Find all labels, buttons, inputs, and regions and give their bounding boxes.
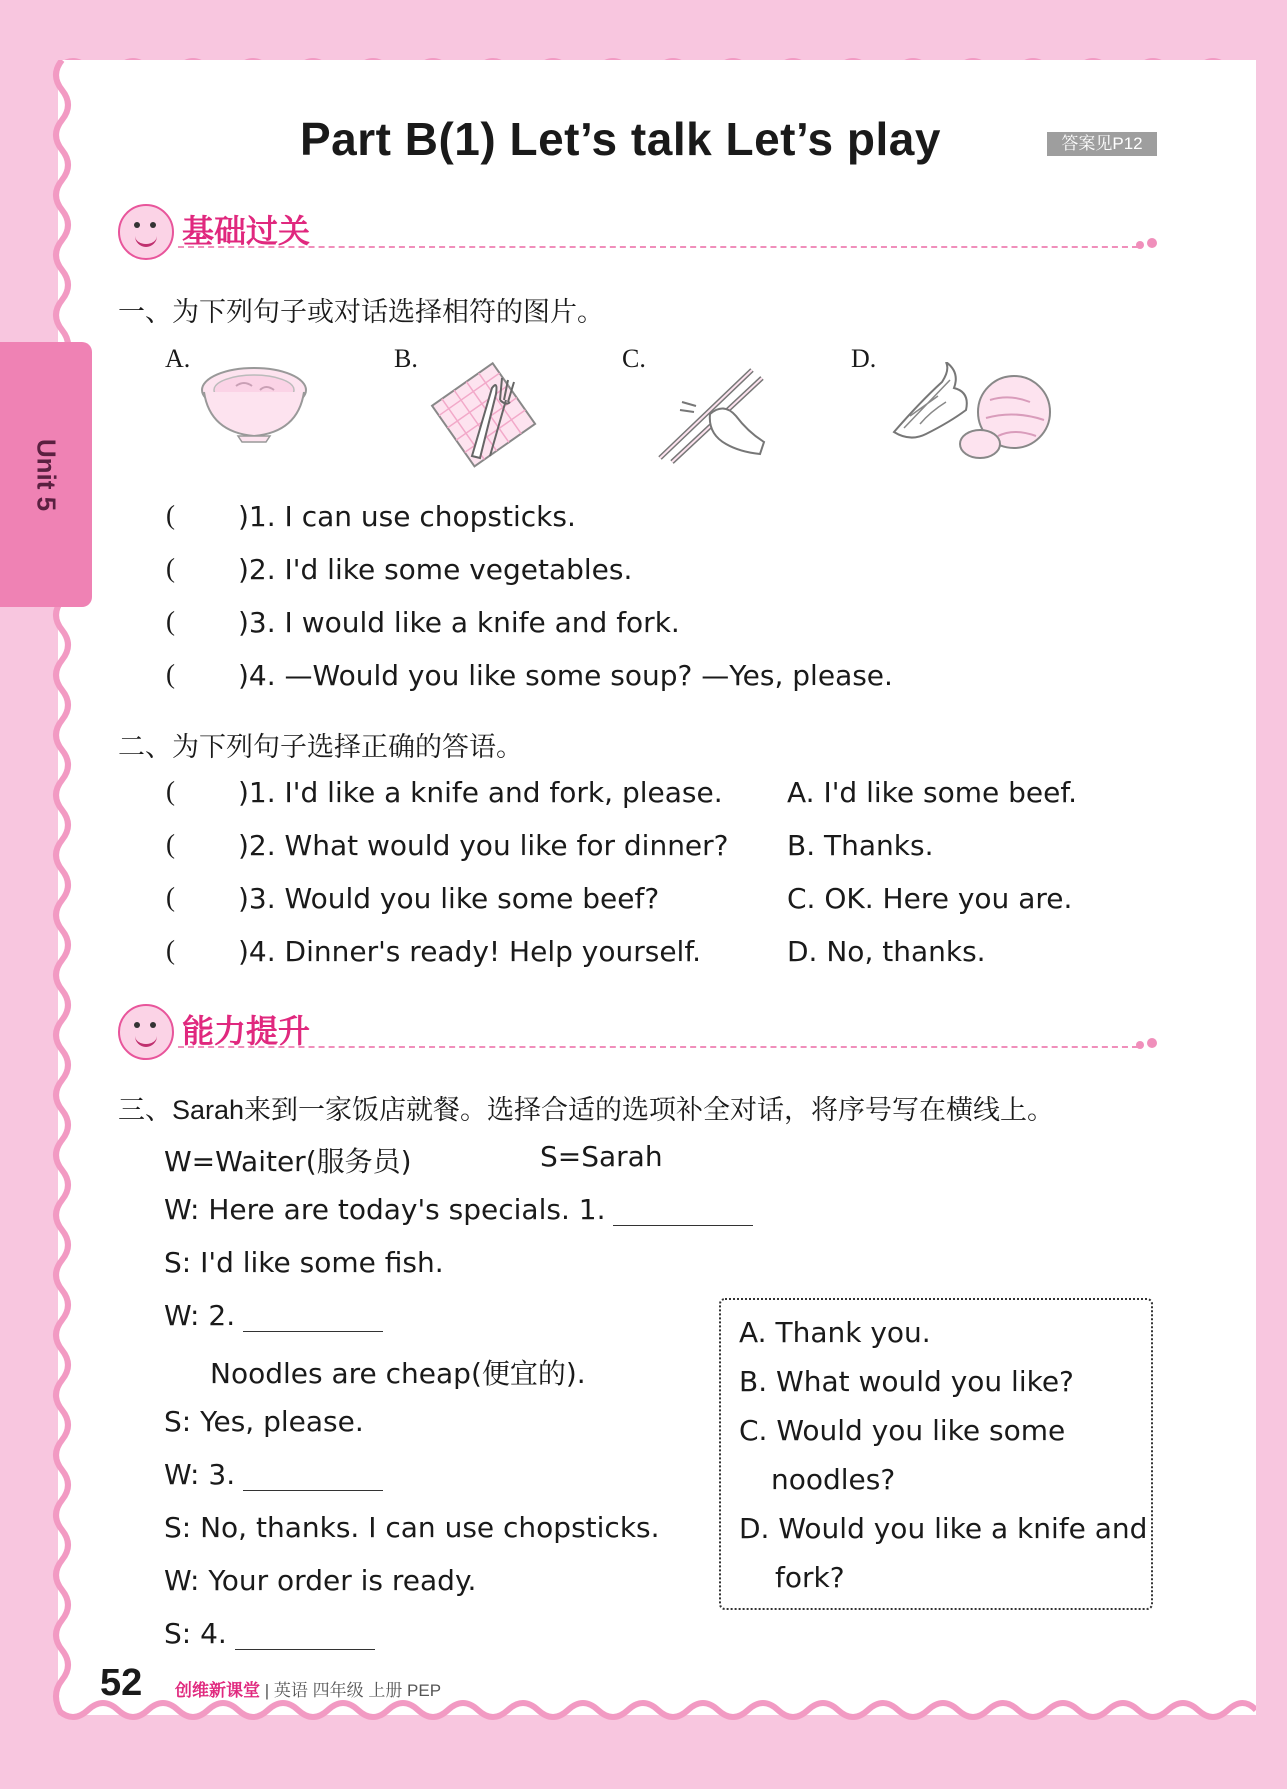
- footer-separator: |: [264, 1681, 274, 1700]
- unit-side-tab: [0, 342, 92, 607]
- answer-paren-open: (: [166, 882, 175, 912]
- page-title: Part B(1) Let’s talk Let’s play: [300, 113, 941, 165]
- answer-paren-open: (: [166, 606, 175, 636]
- picture-letter-d: D.: [851, 344, 877, 373]
- answer-blank-4[interactable]: [235, 1623, 375, 1650]
- section-title: 能力提升: [182, 1013, 311, 1049]
- dots-decoration: [1136, 1038, 1158, 1052]
- dashed-divider: [178, 246, 1138, 248]
- option-a: A. Thank you.: [739, 1316, 931, 1349]
- q2-answer-a: A. I'd like some beef.: [787, 776, 1078, 809]
- knife-and-fork-icon: [428, 360, 538, 468]
- dialogue-line-6: W: 3.: [164, 1458, 383, 1491]
- footer-info: [175, 1676, 441, 1701]
- q2-answer-b: B. Thanks.: [787, 829, 934, 862]
- q2-answer-c: C. OK. Here you are.: [787, 882, 1073, 915]
- vegetables-icon: [890, 362, 1056, 462]
- q2-item-4: )4. Dinner's ready! Help yourself.: [238, 935, 702, 968]
- soup-bowl-icon: [198, 360, 310, 444]
- section-header-basic: [118, 200, 1158, 260]
- question-3-title: 三、Sarah来到一家饭店就餐。选择合适的选项补全对话，将序号写在横线上。: [118, 1095, 1055, 1125]
- picture-letter-a: A.: [165, 344, 191, 373]
- q2-item-2: )2. What would you like for dinner?: [238, 829, 729, 862]
- dialogue-line-3: W: 2.: [164, 1299, 383, 1332]
- question-1-title: 一、为下列句子或对话选择相符的图片。: [118, 297, 604, 327]
- section-header-advanced: [118, 1000, 1158, 1060]
- answer-paren-open: (: [166, 500, 175, 530]
- answer-paren-open: (: [166, 935, 175, 965]
- chopsticks-icon: [652, 362, 770, 466]
- q2-item-3: )3. Would you like some beef?: [238, 882, 660, 915]
- q1-item-4: )4. —Would you like some soup? —Yes, please.: [238, 659, 893, 692]
- answer-paren-open: (: [166, 553, 175, 583]
- cartoon-face-icon: [118, 204, 174, 260]
- answer-paren-open: (: [166, 829, 175, 859]
- footer-book-info: 英语 四年级 上册 PEP: [273, 1681, 442, 1700]
- dashed-divider: [178, 1046, 1138, 1048]
- q1-item-1: )1. I can use chopsticks.: [238, 500, 576, 533]
- q2-item-1: )1. I'd like a knife and fork, please.: [238, 776, 723, 809]
- option-d: D. Would you like a knife and: [739, 1512, 1148, 1545]
- answer-blank-1[interactable]: [613, 1199, 753, 1226]
- answer-paren-open: (: [166, 659, 175, 689]
- q2-answer-d: D. No, thanks.: [787, 935, 986, 968]
- dialogue-line-9: S: 4.: [164, 1617, 375, 1650]
- page-number: 52: [100, 1662, 143, 1704]
- picture-letter-c: C.: [622, 344, 646, 373]
- dialogue-line-5: S: Yes, please.: [164, 1405, 364, 1438]
- footer-brand: 创维新课堂: [175, 1681, 260, 1700]
- picture-letter-b: B.: [394, 344, 418, 373]
- answer-blank-3[interactable]: [243, 1464, 383, 1491]
- dots-decoration: [1136, 238, 1158, 252]
- options-box: [719, 1298, 1153, 1610]
- option-d-continued: fork?: [775, 1561, 845, 1594]
- cartoon-face-icon: [118, 1004, 174, 1060]
- answer-paren-open: (: [166, 776, 175, 806]
- wavy-border-left: [46, 60, 76, 1715]
- answer-blank-2[interactable]: [243, 1305, 383, 1332]
- dialogue-line-2: S: I'd like some fish.: [164, 1246, 444, 1279]
- dialogue-line-7: S: No, thanks. I can use chopsticks.: [164, 1511, 660, 1544]
- dialogue-line-1: W: Here are today's specials. 1.: [164, 1193, 753, 1226]
- role-sarah: S=Sarah: [540, 1140, 663, 1173]
- role-waiter: W=Waiter(服务员): [164, 1145, 412, 1178]
- option-c: C. Would you like some: [739, 1414, 1066, 1447]
- section-title: 基础过关: [182, 213, 311, 249]
- unit-label: Unit 5: [31, 438, 62, 511]
- question-2-title: 二、为下列句子选择正确的答语。: [118, 732, 523, 762]
- answer-reference-badge: 答案见P12: [1047, 132, 1157, 156]
- dialogue-line-4: Noodles are cheap(便宜的).: [210, 1357, 586, 1390]
- q1-item-3: )3. I would like a knife and fork.: [238, 606, 680, 639]
- option-b: B. What would you like?: [739, 1365, 1074, 1398]
- wavy-border-bottom: [58, 1700, 1256, 1730]
- q1-item-2: )2. I'd like some vegetables.: [238, 553, 633, 586]
- option-c-continued: noodles?: [771, 1463, 896, 1496]
- dialogue-line-8: W: Your order is ready.: [164, 1564, 477, 1597]
